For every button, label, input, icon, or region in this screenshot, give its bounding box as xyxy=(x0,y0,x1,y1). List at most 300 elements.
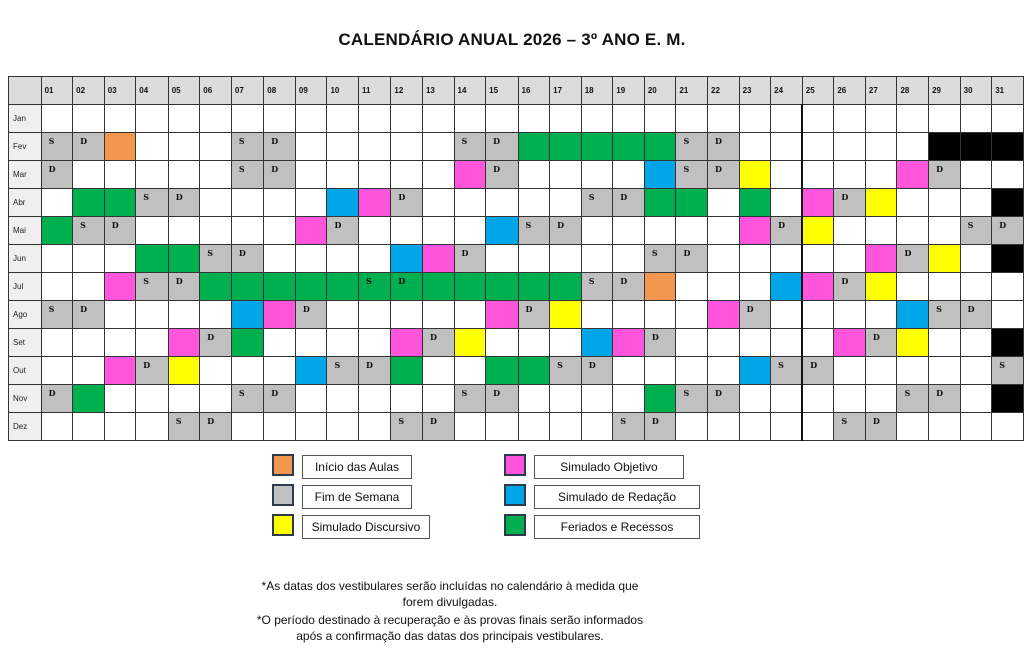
day-cell xyxy=(897,329,929,357)
day-cell xyxy=(295,161,327,189)
day-header: 01 xyxy=(41,77,73,105)
sunday-mark: D xyxy=(429,416,437,426)
note-line-4: após a confirmação das datas dos principais vestibulares. xyxy=(296,629,604,643)
day-header: 13 xyxy=(422,77,454,105)
day-cell xyxy=(613,161,645,189)
sunday-mark: D xyxy=(967,304,975,314)
day-cell xyxy=(264,189,296,217)
day-cell xyxy=(73,301,105,329)
day-cell xyxy=(897,133,929,161)
legend-swatch xyxy=(504,484,526,506)
day-cell xyxy=(992,413,1024,441)
saturday-mark: S xyxy=(238,388,245,398)
day-cell xyxy=(41,385,73,413)
day-cell xyxy=(41,329,73,357)
day-cell xyxy=(708,105,740,133)
day-cell xyxy=(168,105,200,133)
day-cell xyxy=(486,329,518,357)
day-cell xyxy=(359,105,391,133)
day-cell xyxy=(41,273,73,301)
day-header: 17 xyxy=(550,77,582,105)
day-cell xyxy=(73,273,105,301)
day-cell xyxy=(550,329,582,357)
day-cell xyxy=(168,385,200,413)
day-cell xyxy=(73,189,105,217)
day-cell xyxy=(550,133,582,161)
day-cell xyxy=(422,133,454,161)
day-cell xyxy=(136,273,168,301)
day-cell xyxy=(168,413,200,441)
day-cell xyxy=(327,217,359,245)
day-cell xyxy=(613,245,645,273)
day-cell xyxy=(676,413,708,441)
day-cell xyxy=(486,161,518,189)
day-cell xyxy=(41,301,73,329)
day-cell xyxy=(104,357,136,385)
sunday-mark: D xyxy=(651,416,659,426)
day-cell xyxy=(613,105,645,133)
day-cell xyxy=(422,273,454,301)
day-cell xyxy=(644,189,676,217)
sunday-mark: D xyxy=(715,388,722,398)
day-header: 03 xyxy=(104,77,136,105)
month-row xyxy=(9,301,1024,329)
day-cell xyxy=(391,273,423,301)
legend-label: Simulado Discursivo xyxy=(302,515,430,539)
day-header: 31 xyxy=(992,77,1024,105)
day-cell xyxy=(581,357,613,385)
day-cell xyxy=(295,301,327,329)
day-header: 07 xyxy=(231,77,263,105)
day-cell xyxy=(231,385,263,413)
day-cell xyxy=(708,301,740,329)
sunday-mark: D xyxy=(238,248,246,258)
day-cell xyxy=(359,245,391,273)
day-cell xyxy=(644,357,676,385)
note-line-3: *O período destinado à recuperação e às provas finais serão informados xyxy=(256,613,644,627)
day-header: 04 xyxy=(136,77,168,105)
day-cell xyxy=(359,301,391,329)
day-cell xyxy=(200,301,232,329)
sunday-mark: D xyxy=(461,248,469,258)
day-cell xyxy=(518,329,550,357)
sunday-mark: D xyxy=(620,276,628,286)
day-header: 27 xyxy=(865,77,897,105)
day-cell xyxy=(802,385,834,413)
day-cell xyxy=(613,357,645,385)
day-cell xyxy=(422,413,454,441)
sunday-mark: D xyxy=(904,248,912,258)
day-cell xyxy=(550,217,582,245)
day-cell xyxy=(422,161,454,189)
day-cell xyxy=(454,413,486,441)
day-cell xyxy=(231,245,263,273)
day-cell xyxy=(771,357,803,385)
day-header: 08 xyxy=(264,77,296,105)
day-cell xyxy=(739,189,771,217)
day-cell xyxy=(676,105,708,133)
day-cell xyxy=(802,245,834,273)
day-header: 05 xyxy=(168,77,200,105)
day-cell xyxy=(550,357,582,385)
day-cell xyxy=(834,105,866,133)
day-cell xyxy=(327,385,359,413)
day-cell xyxy=(897,217,929,245)
sunday-mark: D xyxy=(778,220,786,230)
day-cell xyxy=(992,329,1024,357)
day-cell xyxy=(264,329,296,357)
note-line-2: forem divulgadas. xyxy=(402,595,498,609)
legend-swatch xyxy=(504,514,526,536)
day-cell xyxy=(613,273,645,301)
month-label: Jul xyxy=(9,273,42,301)
day-header: 12 xyxy=(391,77,423,105)
day-cell xyxy=(359,357,391,385)
day-cell xyxy=(676,273,708,301)
month-row xyxy=(9,413,1024,441)
saturday-mark: S xyxy=(936,304,942,314)
day-cell xyxy=(327,301,359,329)
legend-label: Fim de Semana xyxy=(302,485,412,509)
day-cell xyxy=(200,161,232,189)
day-cell xyxy=(391,161,423,189)
month-row xyxy=(9,217,1024,245)
day-cell xyxy=(104,105,136,133)
day-cell xyxy=(454,245,486,273)
saturday-mark: S xyxy=(461,388,468,398)
day-cell xyxy=(708,385,740,413)
sunday-mark: D xyxy=(620,192,628,202)
day-cell xyxy=(486,105,518,133)
day-cell xyxy=(231,133,263,161)
day-cell xyxy=(992,161,1024,189)
day-cell xyxy=(960,357,992,385)
saturday-mark: S xyxy=(904,388,911,398)
saturday-mark: S xyxy=(683,164,690,174)
sunday-mark: D xyxy=(493,164,501,174)
day-cell xyxy=(929,357,961,385)
day-cell xyxy=(865,245,897,273)
day-header: 29 xyxy=(929,77,961,105)
day-cell xyxy=(264,273,296,301)
day-cell xyxy=(41,105,73,133)
day-cell xyxy=(644,161,676,189)
day-header: 28 xyxy=(897,77,929,105)
day-cell xyxy=(136,301,168,329)
day-cell xyxy=(518,245,550,273)
day-cell xyxy=(359,189,391,217)
day-cell xyxy=(960,273,992,301)
day-cell xyxy=(168,329,200,357)
day-cell xyxy=(992,245,1024,273)
day-header: 09 xyxy=(295,77,327,105)
day-cell xyxy=(231,357,263,385)
sunday-mark: D xyxy=(175,276,183,286)
day-cell xyxy=(295,105,327,133)
day-header: 24 xyxy=(771,77,803,105)
day-cell xyxy=(834,357,866,385)
day-cell xyxy=(518,357,550,385)
legend-swatch xyxy=(504,454,526,476)
day-cell xyxy=(518,413,550,441)
day-cell xyxy=(708,273,740,301)
day-cell xyxy=(391,357,423,385)
day-cell xyxy=(295,357,327,385)
calendar-table xyxy=(8,76,1024,441)
saturday-mark: S xyxy=(778,360,784,370)
day-cell xyxy=(327,161,359,189)
month-row xyxy=(9,245,1024,273)
day-cell xyxy=(200,413,232,441)
day-cell xyxy=(897,385,929,413)
header-corner xyxy=(9,77,42,105)
day-cell xyxy=(264,133,296,161)
day-cell xyxy=(359,385,391,413)
day-cell xyxy=(834,245,866,273)
day-cell xyxy=(231,105,263,133)
sunday-mark: D xyxy=(271,388,279,398)
day-cell xyxy=(73,217,105,245)
day-cell xyxy=(136,217,168,245)
sunday-mark: D xyxy=(271,164,279,174)
saturday-mark: S xyxy=(366,276,372,286)
day-cell xyxy=(264,385,296,413)
day-header: 06 xyxy=(200,77,232,105)
day-cell xyxy=(802,357,834,385)
day-cell xyxy=(104,329,136,357)
day-cell xyxy=(295,133,327,161)
day-cell xyxy=(518,301,550,329)
day-cell xyxy=(264,301,296,329)
sunday-mark: D xyxy=(334,220,342,230)
sunday-mark: D xyxy=(493,136,501,146)
day-cell xyxy=(739,217,771,245)
day-cell xyxy=(771,217,803,245)
day-cell xyxy=(327,133,359,161)
day-cell xyxy=(486,189,518,217)
saturday-mark: S xyxy=(967,220,974,230)
day-cell xyxy=(865,413,897,441)
day-cell xyxy=(865,105,897,133)
day-cell xyxy=(739,413,771,441)
sunday-mark: D xyxy=(48,388,56,398)
day-cell xyxy=(676,161,708,189)
month-label: Mar xyxy=(9,161,42,189)
day-cell xyxy=(897,189,929,217)
day-cell xyxy=(897,245,929,273)
day-cell xyxy=(422,301,454,329)
day-cell xyxy=(644,301,676,329)
day-cell xyxy=(391,385,423,413)
day-cell xyxy=(802,329,834,357)
day-cell xyxy=(104,413,136,441)
day-cell xyxy=(454,161,486,189)
day-cell xyxy=(960,413,992,441)
day-cell xyxy=(391,133,423,161)
day-cell xyxy=(200,133,232,161)
day-cell xyxy=(771,413,803,441)
day-cell xyxy=(739,245,771,273)
month-label: Nov xyxy=(9,385,42,413)
sunday-mark: D xyxy=(398,192,406,202)
day-cell xyxy=(454,189,486,217)
day-cell xyxy=(865,161,897,189)
day-cell xyxy=(168,245,200,273)
day-cell xyxy=(41,133,73,161)
day-cell xyxy=(550,413,582,441)
day-cell xyxy=(295,385,327,413)
day-cell xyxy=(168,161,200,189)
month-row xyxy=(9,357,1024,385)
day-cell xyxy=(41,161,73,189)
month-label: Mai xyxy=(9,217,42,245)
day-cell xyxy=(834,301,866,329)
day-cell xyxy=(327,105,359,133)
day-cell xyxy=(802,413,834,441)
calendar-body xyxy=(9,105,1024,441)
day-cell xyxy=(73,385,105,413)
day-cell xyxy=(581,217,613,245)
day-cell xyxy=(486,273,518,301)
day-cell xyxy=(897,357,929,385)
day-cell xyxy=(865,385,897,413)
day-cell xyxy=(613,329,645,357)
day-cell xyxy=(644,273,676,301)
day-cell xyxy=(613,133,645,161)
day-cell xyxy=(550,161,582,189)
day-cell xyxy=(359,413,391,441)
sunday-mark: D xyxy=(841,276,849,286)
day-cell xyxy=(929,385,961,413)
day-cell xyxy=(231,301,263,329)
day-cell xyxy=(865,273,897,301)
day-cell xyxy=(518,189,550,217)
day-cell xyxy=(359,133,391,161)
day-cell xyxy=(359,217,391,245)
day-cell xyxy=(231,189,263,217)
sunday-mark: D xyxy=(429,332,437,342)
day-cell xyxy=(136,133,168,161)
day-cell xyxy=(136,245,168,273)
day-cell xyxy=(454,133,486,161)
day-cell xyxy=(550,245,582,273)
day-cell xyxy=(802,301,834,329)
day-cell xyxy=(676,385,708,413)
day-header: 21 xyxy=(676,77,708,105)
day-cell xyxy=(992,357,1024,385)
saturday-mark: S xyxy=(238,136,245,146)
day-cell xyxy=(200,385,232,413)
legend-swatch xyxy=(272,454,294,476)
day-cell xyxy=(581,245,613,273)
day-cell xyxy=(359,273,391,301)
day-cell xyxy=(929,133,961,161)
saturday-mark: S xyxy=(80,220,86,230)
sunday-mark: D xyxy=(715,164,722,174)
day-cell xyxy=(104,189,136,217)
day-cell xyxy=(200,329,232,357)
day-cell xyxy=(834,161,866,189)
sunday-mark: D xyxy=(588,360,596,370)
day-cell xyxy=(200,189,232,217)
day-cell xyxy=(200,217,232,245)
legend-swatch xyxy=(272,484,294,506)
sunday-mark: D xyxy=(557,220,565,230)
day-cell xyxy=(486,413,518,441)
day-cell xyxy=(168,217,200,245)
day-cell xyxy=(929,105,961,133)
day-cell xyxy=(295,245,327,273)
day-cell xyxy=(897,301,929,329)
day-cell xyxy=(834,329,866,357)
sunday-mark: D xyxy=(207,332,215,342)
day-cell xyxy=(136,385,168,413)
saturday-mark: S xyxy=(588,192,595,202)
day-cell xyxy=(676,217,708,245)
day-cell xyxy=(739,133,771,161)
sunday-mark: D xyxy=(872,416,880,426)
day-cell xyxy=(486,133,518,161)
day-header: 30 xyxy=(960,77,992,105)
day-cell xyxy=(708,217,740,245)
day-cell xyxy=(581,273,613,301)
saturday-mark: S xyxy=(398,416,405,426)
saturday-mark: S xyxy=(334,360,341,370)
day-cell xyxy=(518,161,550,189)
day-cell xyxy=(581,329,613,357)
day-cell xyxy=(834,273,866,301)
day-cell xyxy=(327,329,359,357)
saturday-mark: S xyxy=(651,248,658,258)
day-cell xyxy=(231,161,263,189)
day-cell xyxy=(264,245,296,273)
day-cell xyxy=(644,217,676,245)
day-cell xyxy=(327,245,359,273)
sunday-mark: D xyxy=(841,192,849,202)
saturday-mark: S xyxy=(841,416,848,426)
day-cell xyxy=(454,357,486,385)
day-cell xyxy=(518,217,550,245)
day-cell xyxy=(960,105,992,133)
day-cell xyxy=(391,245,423,273)
saturday-mark: S xyxy=(525,220,532,230)
saturday-mark: S xyxy=(461,136,468,146)
day-cell xyxy=(327,413,359,441)
day-cell xyxy=(581,105,613,133)
day-cell xyxy=(739,105,771,133)
day-cell xyxy=(802,161,834,189)
day-cell xyxy=(327,357,359,385)
saturday-mark: S xyxy=(143,276,150,286)
day-cell xyxy=(613,301,645,329)
day-cell xyxy=(929,245,961,273)
month-row xyxy=(9,133,1024,161)
day-cell xyxy=(992,105,1024,133)
day-cell xyxy=(708,133,740,161)
day-cell xyxy=(550,385,582,413)
legend-label: Simulado Objetivo xyxy=(534,455,684,479)
day-cell xyxy=(708,329,740,357)
day-cell xyxy=(708,413,740,441)
day-cell xyxy=(73,245,105,273)
day-cell xyxy=(865,133,897,161)
day-cell xyxy=(834,133,866,161)
day-cell xyxy=(708,189,740,217)
sunday-mark: D xyxy=(398,276,406,286)
month-label: Abr xyxy=(9,189,42,217)
sunday-mark: D xyxy=(271,136,279,146)
day-cell xyxy=(422,385,454,413)
